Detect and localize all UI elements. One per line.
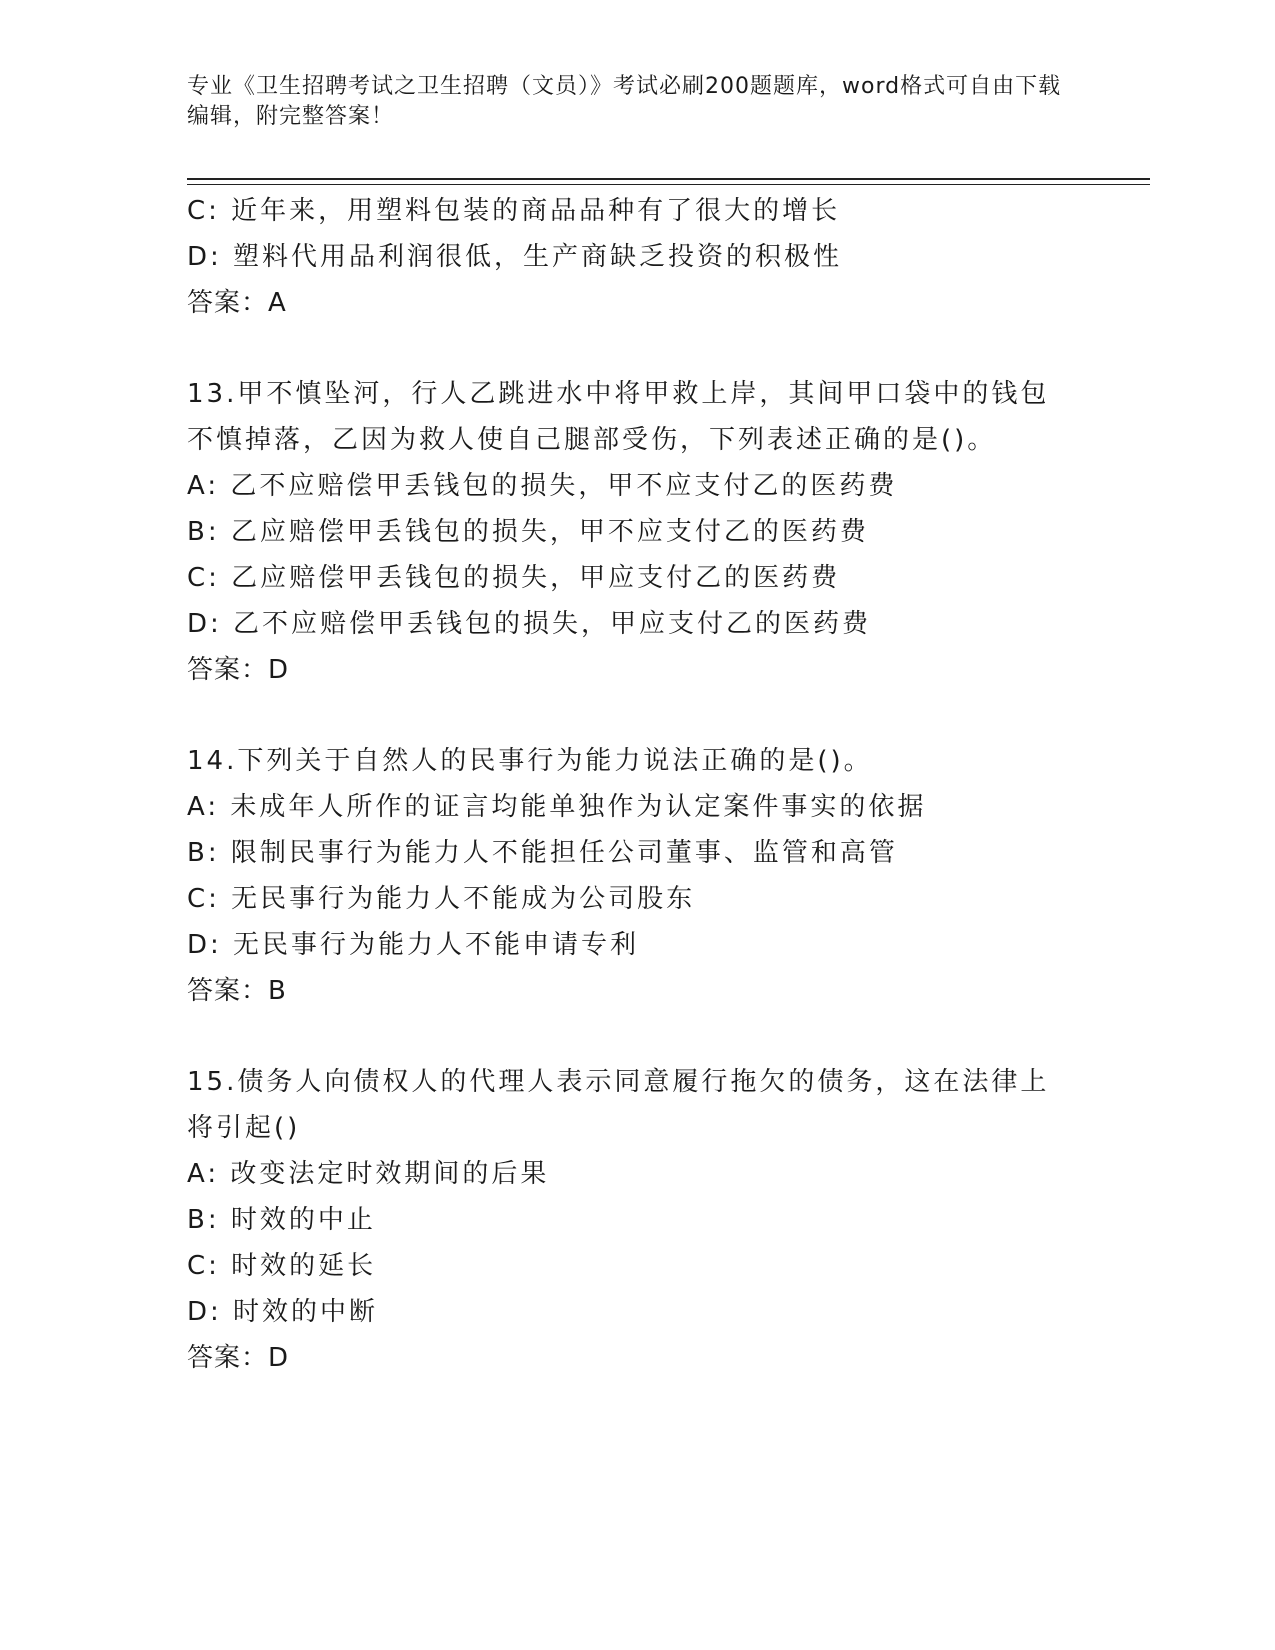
document-header: 专业《卫生招聘考试之卫生招聘（文员）》考试必刷200题题库，word格式可自由下载编辑，附完整答案！: [187, 74, 1062, 129]
header-divider-thin: [187, 184, 1150, 185]
option-c: C: 乙应赔偿甲丢钱包的损失，甲应支付乙的医药费: [187, 563, 841, 593]
option-b: B: 限制民事行为能力人不能担任公司董事、监管和高管: [187, 838, 898, 868]
option-d: D: 时效的中断: [187, 1297, 379, 1327]
option-a: A: 改变法定时效期间的后果: [187, 1159, 550, 1189]
option-c: C: 无民事行为能力人不能成为公司股东: [187, 884, 696, 914]
question-13: [187, 371, 1077, 693]
question-stem: 13.甲不慎坠河，行人乙跳进水中将甲救上岸，其间甲口袋中的钱包不慎掉落，乙因为救人使自己腿部受伤，下列表述正确的是()。: [187, 379, 1050, 455]
question-stem: 15.债务人向债权人的代理人表示同意履行拖欠的债务，这在法律上将引起(): [187, 1067, 1050, 1143]
option-b: B: 时效的中止: [187, 1205, 376, 1235]
option-b: B: 乙应赔偿甲丢钱包的损失，甲不应支付乙的医药费: [187, 517, 869, 547]
option-d: D: 塑料代用品利润很低，生产商缺乏投资的积极性: [187, 242, 843, 272]
option-a: A: 乙不应赔偿甲丢钱包的损失，甲不应支付乙的医药费: [187, 471, 898, 501]
option-c: C: 时效的延长: [187, 1251, 377, 1281]
header-divider-thick: [187, 178, 1150, 180]
answer-line: 答案：D: [187, 655, 290, 685]
option-d: D: 无民事行为能力人不能申请专利: [187, 930, 640, 960]
question-14: [187, 738, 1077, 1014]
question-12-partial: [187, 188, 1077, 326]
option-a: A: 未成年人所作的证言均能单独作为认定案件事实的依据: [187, 792, 927, 822]
answer-line: 答案：D: [187, 1343, 290, 1373]
question-list: [187, 188, 1077, 1426]
answer-line: 答案：A: [187, 288, 287, 318]
answer-line: 答案：B: [187, 976, 287, 1006]
option-d: D: 乙不应赔偿甲丢钱包的损失，甲应支付乙的医药费: [187, 609, 872, 639]
option-c: C: 近年来，用塑料包装的商品品种有了很大的增长: [187, 196, 841, 226]
question-15: [187, 1059, 1077, 1381]
question-stem: 14.下列关于自然人的民事行为能力说法正确的是()。: [187, 746, 873, 776]
